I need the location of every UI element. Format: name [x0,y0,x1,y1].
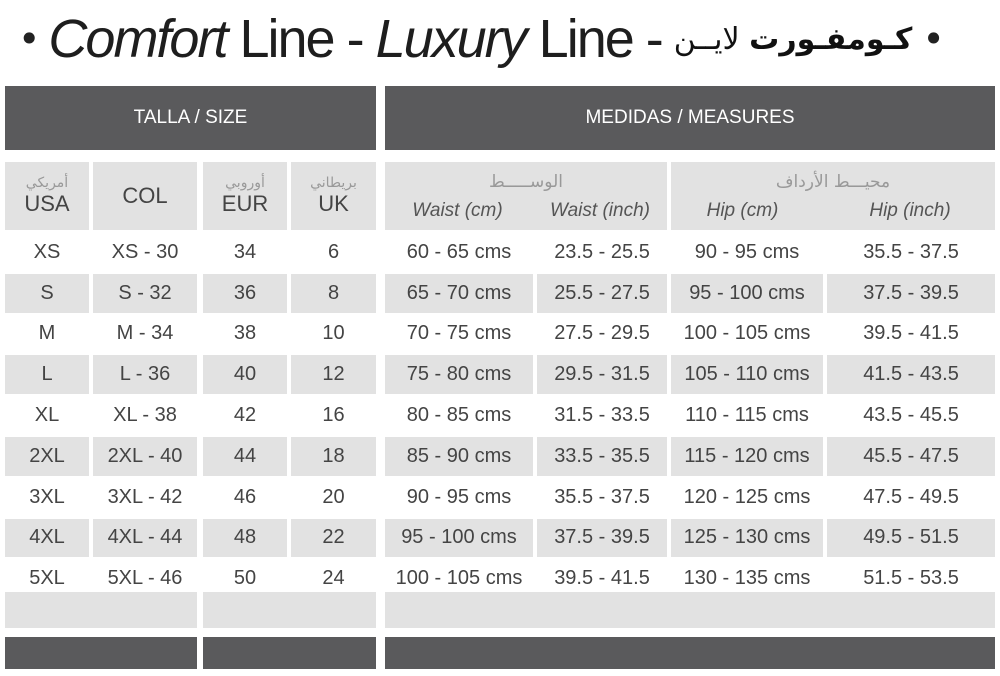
usa-label: USA [24,191,70,216]
cell-col: 3XL - 42 [107,485,183,508]
cell-uk: 10 [322,322,345,345]
cell-hip-cm: 115 - 120 cms [671,437,823,476]
cell-hip-in: 35.5 - 37.5 [863,240,959,263]
cell-hip-cm: 125 - 130 cms [671,519,823,558]
title-comfort: Comfort [48,9,227,69]
cell-usa: M [38,322,56,345]
usa-column-header [5,162,89,230]
cell-hip-in: 39.5 - 41.5 [863,322,959,345]
cell-hip-cm: 100 - 105 cms [683,322,811,345]
cell-waist-cm: 65 - 70 cms [385,274,533,313]
cell-waist-in: 27.5 - 29.5 [554,322,650,345]
cell-waist-in: 39.5 - 41.5 [554,567,650,590]
title-line-2: Line - [525,9,662,69]
title-bullet-left: • [18,17,41,61]
cell-eur: 40 [203,355,287,394]
empty-row-left [5,592,197,628]
cell-hip-cm: 130 - 135 cms [683,567,811,590]
footer-bar-left [5,637,197,669]
waist-cm-label: Waist (cm) [412,200,503,221]
cell-eur: 38 [233,322,257,345]
cell-col: L - 36 [93,355,197,394]
cell-waist-in: 25.5 - 27.5 [537,274,667,313]
cell-hip-cm: 120 - 125 cms [683,485,811,508]
hip-inch-label: Hip (inch) [869,200,951,221]
cell-waist-in: 31.5 - 33.5 [554,404,650,427]
footer-bar-mid [203,637,376,669]
cell-hip-in: 41.5 - 43.5 [827,355,995,394]
cell-waist-cm: 90 - 95 cms [406,485,512,508]
cell-uk: 12 [291,355,376,394]
waist-arabic-label: الوســـــط [489,172,563,192]
cell-usa: XS [33,240,61,263]
title-luxury: Luxury [375,9,526,69]
cell-uk: 18 [291,437,376,476]
cell-usa: XL [34,404,60,427]
col-label: COL [122,183,168,208]
cell-uk: 24 [322,567,345,590]
cell-hip-cm: 90 - 95 cms [694,240,800,263]
cell-uk: 16 [322,404,345,427]
cell-waist-cm: 95 - 100 cms [385,519,533,558]
chart-title [18,2,993,76]
cell-waist-cm: 100 - 105 cms [395,567,523,590]
usa-arabic-label: أمريكي [25,175,69,191]
size-section-header: TALLA / SIZE [5,86,376,150]
cell-waist-in: 37.5 - 39.5 [537,519,667,558]
waist-inch-label: Waist (inch) [550,200,650,221]
title-arabic [674,22,913,57]
cell-waist-cm: 85 - 90 cms [385,437,533,476]
hip-arabic-label: محيـــط الأرداف [775,172,891,192]
cell-uk: 8 [291,274,376,313]
cell-uk: 20 [322,485,345,508]
cell-hip-in: 37.5 - 39.5 [827,274,995,313]
title-arabic-bold: كـومفـورت [749,21,913,57]
cell-hip-in: 47.5 - 49.5 [863,485,959,508]
cell-eur: 42 [233,404,257,427]
cell-uk: 22 [291,519,376,558]
cell-usa: 5XL [29,567,65,590]
cell-waist-cm: 80 - 85 cms [406,404,512,427]
cell-waist-cm: 60 - 65 cms [406,240,512,263]
cell-waist-cm: 70 - 75 cms [406,322,512,345]
cell-col: M - 34 [116,322,174,345]
cell-waist-in: 29.5 - 31.5 [537,355,667,394]
cell-hip-in: 49.5 - 51.5 [827,519,995,558]
uk-label: UK [318,191,349,216]
title-arabic-rest: لايــن [673,21,740,57]
eur-arabic-label: أوروبي [225,175,265,191]
footer-bar-right [385,637,995,669]
cell-eur: 48 [203,519,287,558]
cell-eur: 46 [233,485,257,508]
cell-waist-in: 33.5 - 35.5 [537,437,667,476]
cell-hip-in: 45.5 - 47.5 [827,437,995,476]
cell-col: 2XL - 40 [93,437,197,476]
title-bullet-right: • [922,17,945,61]
cell-eur: 36 [203,274,287,313]
cell-usa: 4XL [5,519,89,558]
hip-cm-label: Hip (cm) [706,200,779,221]
cell-usa: 2XL [5,437,89,476]
eur-column-header [203,162,287,230]
eur-label: EUR [221,191,269,216]
cell-col: 4XL - 44 [93,519,197,558]
col-column-header [93,162,197,230]
cell-waist-in: 23.5 - 25.5 [554,240,650,263]
cell-col: XL - 38 [113,404,177,427]
cell-waist-in: 35.5 - 37.5 [554,485,650,508]
cell-usa: 3XL [29,485,65,508]
cell-eur: 44 [203,437,287,476]
cell-hip-in: 43.5 - 45.5 [863,404,959,427]
uk-column-header [291,162,376,230]
cell-hip-cm: 110 - 115 cms [685,404,809,427]
empty-row-right [385,592,995,628]
measures-section-header: MEDIDAS / MEASURES [385,86,995,150]
cell-col: 5XL - 46 [107,567,183,590]
cell-hip-in: 51.5 - 53.5 [863,567,959,590]
uk-arabic-label: بريطاني [310,175,357,191]
cell-col: S - 32 [93,274,197,313]
cell-usa: S [5,274,89,313]
empty-row-mid [203,592,376,628]
cell-waist-cm: 75 - 80 cms [385,355,533,394]
cell-uk: 6 [327,240,340,263]
cell-eur: 34 [233,240,257,263]
cell-hip-cm: 105 - 110 cms [671,355,823,394]
cell-hip-cm: 95 - 100 cms [671,274,823,313]
cell-col: XS - 30 [111,240,179,263]
title-line-1: Line - [226,9,376,69]
title-english [48,8,661,70]
cell-usa: L [5,355,89,394]
cell-eur: 50 [233,567,257,590]
